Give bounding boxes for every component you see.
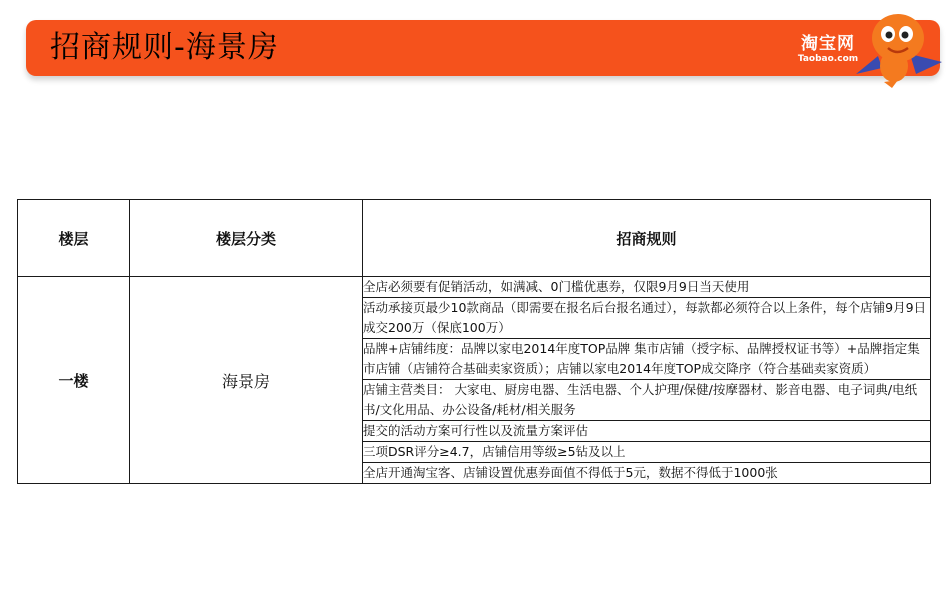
rule-cell: 全店必须要有促销活动，如满减、0门槛优惠券，仅限9月9日当天使用: [363, 277, 931, 298]
rule-cell: 店铺主营类目： 大家电、厨房电器、生活电器、个人护理/保健/按摩器材、影音电器、电子词典/电纸书/文化用品、办公设备/耗材/相关服务: [363, 380, 931, 421]
rule-cell: 品牌+店铺纬度：品牌以家电2014年度TOP品牌 集市店铺（授字标、品牌授权证书等）+品牌指定集市店铺（店铺符合基础卖家资质）；店铺以家电2014年度TOP成交降序（符合基础卖家资质）: [363, 339, 931, 380]
taobao-mascot-icon: [848, 4, 944, 90]
rule-cell: 三项DSR评分≥4.7，店铺信用等级≥5钻及以上: [363, 442, 931, 463]
rule-cell: 全店开通淘宝客、店铺设置优惠券面值不得低于5元，数据不得低于1000张: [363, 463, 931, 484]
brand-logo-cn: 淘宝网: [801, 34, 855, 54]
rules-table: [17, 199, 931, 484]
rule-cell: 提交的活动方案可行性以及流量方案评估: [363, 421, 931, 442]
rule-cell: 活动承接页最少10款商品（即需要在报名后台报名通过），每款都必须符合以上条件，每个店铺9月9日成交200万（保底100万）: [363, 298, 931, 339]
header-category: 楼层分类: [130, 200, 363, 277]
title-bar: [26, 20, 940, 76]
table-header-row: [18, 200, 931, 277]
table-row: [18, 277, 931, 298]
brand-logo-en: Taobao.com: [797, 54, 859, 64]
category-cell: 海景房: [130, 277, 363, 484]
slide-title: 招商规则-海景房: [50, 30, 279, 65]
header-rules: 招商规则: [363, 200, 931, 277]
floor-cell: 一楼: [18, 277, 130, 484]
header-floor: 楼层: [18, 200, 130, 277]
